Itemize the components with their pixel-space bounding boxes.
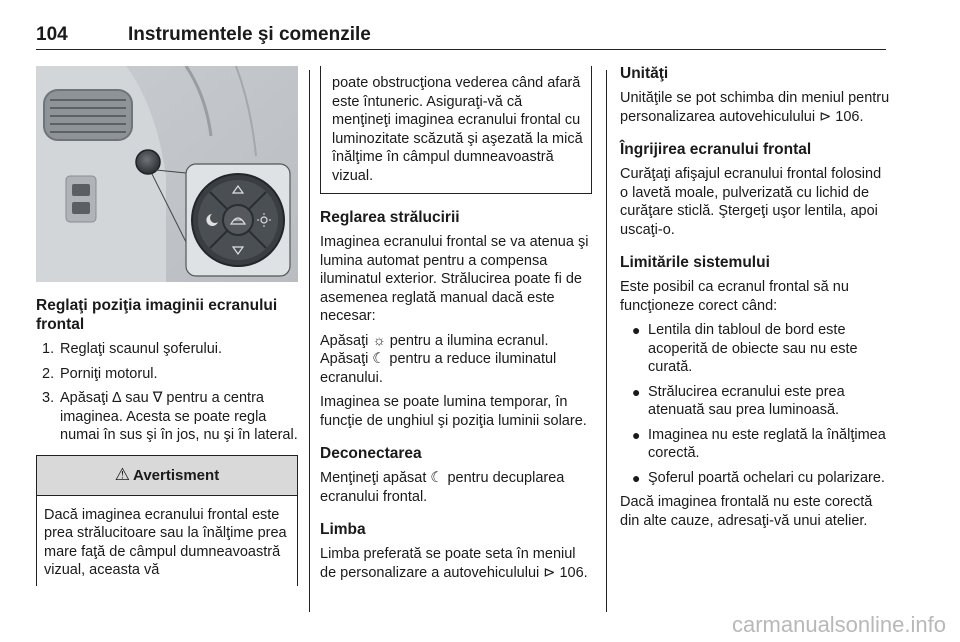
paragraph: Limba preferată se poate seta în meniul de personalizare a autovehiculului ⊳ 106.	[320, 546, 588, 581]
section-heading-language: Limba	[320, 521, 366, 538]
section-heading-limits: Limitările sistemului	[620, 254, 770, 271]
chapter-title: Instrumentele şi comenzile	[128, 24, 371, 45]
warning-body: Dacă imaginea ecranului frontal este prea strălucitoare sau la înălţime prea mare faţă de câmpul dumneavoastră vizual, aceasta vă	[44, 506, 287, 578]
section-heading-disconnect: Deconectarea	[320, 445, 422, 462]
paragraph: Unităţile se pot schimba din meniul pentru personalizarea autovehiculului ⊳ 106.	[620, 90, 890, 125]
column-right	[620, 50, 890, 536]
column-divider	[309, 70, 310, 612]
bullet-icon: ●	[632, 322, 641, 338]
bullet-icon: ●	[632, 426, 641, 443]
paragraph: Este posibil ca ecranul frontal să nu funcţioneze corect când:	[620, 279, 849, 314]
warning-continuation: poate obstrucţiona vederea când afară este întuneric. Asiguraţi-vă că menţineţi imaginea ecranului frontal cu luminozitate scăzută şi aşezată la mică înălţime în câmpul dumneavoastră vizual.	[320, 66, 592, 194]
column-divider	[606, 70, 607, 612]
paragraph: Imaginea ecranului frontal se va atenua şi lumina automat pentru a compensa iluminatul exterior. Strălucirea poate fi de asemenea reglată manual dacă este necesar:	[320, 234, 589, 324]
bullet-icon: ●	[632, 469, 641, 486]
paragraph: Curăţaţi afişajul ecranului frontal folosind o lavetă moale, pulverizată cu lichid de curăţare sticlă. Ştergeţi uşor lentila, apoi uscaţi-o.	[620, 166, 882, 238]
paragraph: Menţineţi apăsat ☾ pentru decuplarea ecranului frontal.	[320, 470, 565, 505]
warning-header	[37, 456, 297, 496]
section-heading-brightness: Reglarea strălucirii	[320, 209, 460, 226]
list-item: ● Şoferul poartă ochelari cu polarizare.	[632, 469, 885, 486]
paragraph: Imaginea se poate lumina temporar, în funcţie de unghiul şi poziţia luminii solare.	[320, 394, 587, 429]
steps-list	[36, 340, 298, 445]
column-middle	[320, 66, 592, 588]
paragraph: Dacă imaginea frontală nu este corectă din alte cauze, adresaţi-vă unui atelier.	[620, 494, 873, 529]
section-heading-units: Unităţi	[620, 65, 669, 82]
column-left	[36, 56, 298, 586]
warning-box	[36, 455, 298, 586]
list-item: ● Lentila din tabloul de bord este acoperită de obiecte sau nu este curată.	[632, 322, 858, 375]
page-header	[36, 22, 886, 50]
warning-title: Avertisment	[133, 466, 220, 484]
hud-controls-illustration	[36, 66, 298, 282]
page-number: 104	[36, 24, 68, 45]
section-heading-care: Îngrijirea ecranului frontal	[620, 141, 812, 158]
list-item: ● Strălucirea ecranului este prea atenuată sau prea luminoasă.	[632, 383, 845, 418]
warning-icon: ⚠	[114, 465, 131, 484]
section-heading-position: Reglaţi poziţia imaginii ecranului frontal	[36, 297, 278, 333]
list-item: 2. Porniţi motorul.	[42, 365, 158, 382]
list-item: ● Imaginea nu este reglată la înălţimea corectă.	[632, 426, 886, 461]
hud-controls-figure	[36, 66, 298, 282]
limits-list	[620, 321, 890, 487]
list-item: 3. Apăsaţi ∆ sau ∇ pentru a centra imaginea. Acesta se poate regla numai în sus şi în jos, nu şi în lateral.	[42, 390, 298, 443]
paragraph: Apăsaţi ☼ pentru a ilumina ecranul. Apăsaţi ☾ pentru a reduce iluminatul ecranului.	[320, 332, 557, 386]
list-item: 1. Reglaţi scaunul şoferului.	[42, 341, 223, 357]
bullet-icon: ●	[632, 383, 641, 400]
watermark: carmanualsonline.info	[731, 612, 946, 637]
